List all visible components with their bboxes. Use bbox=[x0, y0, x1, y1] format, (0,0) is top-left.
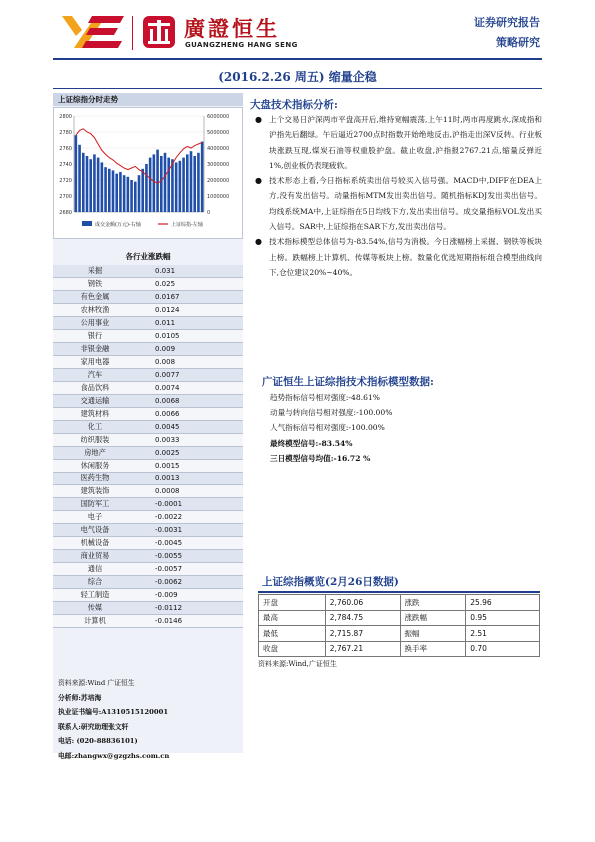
metric-value: 2.51 bbox=[466, 626, 540, 642]
sector-name: 医药生物 bbox=[53, 472, 137, 485]
brand-name-cn: 廣證恒生 bbox=[184, 16, 280, 41]
left-tick-label: 2800 bbox=[59, 114, 72, 120]
table-row bbox=[259, 641, 540, 657]
sector-name: 通信 bbox=[53, 563, 137, 576]
sentiment-signal: 人气指标信号相对强度:-100.00% bbox=[270, 423, 385, 433]
sector-change: 0.0013 bbox=[137, 472, 243, 485]
metric-label: 最高 bbox=[259, 610, 326, 626]
model-signal-list bbox=[270, 390, 540, 466]
sector-name: 公用事业 bbox=[53, 317, 137, 330]
left-tick-label: 2760 bbox=[59, 146, 72, 152]
legend-index-label: 上证综指-左轴 bbox=[171, 222, 203, 228]
sector-change: 0.0066 bbox=[137, 407, 243, 420]
sector-change: -0.0001 bbox=[137, 498, 243, 511]
sector-change: -0.009 bbox=[137, 588, 243, 601]
table-row bbox=[53, 343, 243, 356]
sector-change: -0.0057 bbox=[137, 563, 243, 576]
table-row bbox=[53, 304, 243, 317]
right-tick-label: 2000000 bbox=[207, 178, 230, 184]
table-row bbox=[53, 278, 243, 291]
left-source-note: 资料来源:Wind 广证恒生 bbox=[58, 679, 135, 687]
table-row bbox=[259, 610, 540, 626]
volume-bar bbox=[75, 135, 78, 212]
ye-logo-icon bbox=[62, 14, 124, 50]
sector-change: 0.011 bbox=[137, 317, 243, 330]
momentum-signal: 动量与转向信号相对强度:-100.00% bbox=[270, 408, 393, 418]
table-row bbox=[53, 511, 243, 524]
sector-name: 非银金融 bbox=[53, 343, 137, 356]
sector-name: 机械设备 bbox=[53, 537, 137, 550]
sector-name: 钢铁 bbox=[53, 278, 137, 291]
trend-signal: 趋势指标信号相对强度:-48.61% bbox=[270, 393, 381, 402]
table-row bbox=[53, 601, 243, 614]
sector-change: 0.0045 bbox=[137, 420, 243, 433]
header-divider bbox=[53, 58, 542, 60]
sector-name: 传媒 bbox=[53, 601, 137, 614]
table-row bbox=[53, 330, 243, 343]
volume-bar bbox=[138, 175, 141, 212]
volume-bar bbox=[112, 170, 115, 212]
volume-bar bbox=[182, 158, 185, 212]
metric-value: 2,784.75 bbox=[325, 610, 400, 626]
volume-bar bbox=[171, 159, 174, 212]
analysis-section-title: 大盘技术指标分析: bbox=[250, 99, 338, 111]
sector-change: 0.008 bbox=[137, 356, 243, 369]
left-tick-label: 2740 bbox=[59, 162, 72, 168]
sector-name: 轻工制造 bbox=[53, 588, 137, 601]
sector-change: -0.0031 bbox=[137, 524, 243, 537]
sector-name: 电子 bbox=[53, 511, 137, 524]
sector-name: 纺织服装 bbox=[53, 433, 137, 446]
sector-change: 0.0068 bbox=[137, 394, 243, 407]
analysis-bullet bbox=[255, 234, 542, 280]
table-row bbox=[53, 356, 243, 369]
left-tick-label: 2680 bbox=[59, 210, 72, 216]
analyst-name: 分析师:苏培海 bbox=[58, 693, 102, 702]
page-title: (2016.2.26 周五) 缩量企稳 bbox=[218, 70, 377, 84]
sector-change: -0.0055 bbox=[137, 550, 243, 563]
volume-bar bbox=[175, 162, 178, 212]
volume-bar bbox=[104, 167, 107, 212]
sector-change: -0.0146 bbox=[137, 614, 243, 627]
report-type-label: 证券研究报告 bbox=[474, 16, 540, 29]
bullet-text: 上个交易日沪深两市平盘高开后,维持宽幅震荡,上午11时,两市再度跳水,深成指和沪指先后翻绿。午后逼近2700点时指数开始绝地反击,沪指走出深V反转。行业板块涨跌互现,煤炭石油等权重股护盘。截止收盘,沪指报2767.21点,缩量反弹近1%,创业板仍表现疲软。 bbox=[269, 115, 542, 170]
sector-change: 0.0074 bbox=[137, 381, 243, 394]
sector-change: 0.0015 bbox=[137, 459, 243, 472]
sector-name: 家用电器 bbox=[53, 356, 137, 369]
final-signal: 最终模型信号:-83.54% bbox=[270, 438, 353, 448]
volume-bar bbox=[141, 169, 144, 212]
brand-name-en: GUANGZHENG HANG SENG bbox=[185, 41, 298, 49]
table-row bbox=[53, 472, 243, 485]
volume-bar bbox=[153, 154, 156, 212]
table-row bbox=[53, 563, 243, 576]
chart-panel-title: 上证综指分时走势 bbox=[53, 93, 243, 106]
table-row bbox=[53, 550, 243, 563]
volume-bar bbox=[108, 169, 111, 212]
left-tick-label: 2700 bbox=[59, 194, 72, 200]
metric-value: 25.96 bbox=[466, 595, 540, 611]
sector-change: 0.0077 bbox=[137, 369, 243, 382]
bullet-icon: ● bbox=[255, 176, 262, 186]
overview-divider bbox=[258, 591, 540, 593]
sector-name: 休闲服务 bbox=[53, 459, 137, 472]
table-row bbox=[53, 485, 243, 498]
bullet-icon: ● bbox=[255, 115, 262, 124]
metric-value: 2,760.06 bbox=[325, 595, 400, 611]
volume-bar bbox=[78, 145, 81, 212]
legend-volume-label: 成交金额(万元)-右轴 bbox=[95, 222, 141, 228]
sector-change: -0.0022 bbox=[137, 511, 243, 524]
metric-value: 0.95 bbox=[466, 610, 540, 626]
volume-bar bbox=[201, 142, 204, 212]
sector-table-title: 各行业涨跌幅 bbox=[125, 252, 171, 261]
sector-change: 0.0033 bbox=[137, 433, 243, 446]
sector-name: 交通运输 bbox=[53, 394, 137, 407]
volume-bar bbox=[156, 150, 159, 212]
sector-name: 建筑材料 bbox=[53, 407, 137, 420]
table-row bbox=[53, 498, 243, 511]
volume-bar bbox=[179, 161, 182, 212]
volume-bar bbox=[160, 156, 163, 212]
sector-name: 采掘 bbox=[53, 265, 137, 278]
volume-bar bbox=[130, 180, 133, 212]
table-row bbox=[53, 291, 243, 304]
license-number: 执业证书编号:A1310515120001 bbox=[58, 708, 169, 716]
sector-name: 有色金属 bbox=[53, 291, 137, 304]
volume-bar bbox=[149, 158, 152, 212]
bullet-icon: ● bbox=[255, 237, 262, 247]
sector-change: -0.0045 bbox=[137, 537, 243, 550]
table-row bbox=[53, 614, 243, 627]
legend-volume-swatch bbox=[82, 221, 92, 226]
report-category-label: 策略研究 bbox=[496, 36, 540, 49]
volume-bar bbox=[186, 154, 189, 212]
right-tick-label: 4000000 bbox=[207, 146, 230, 152]
table-row bbox=[53, 524, 243, 537]
right-tick-label: 0 bbox=[207, 210, 211, 216]
three-day-signal: 三日模型信号均值:-16.72 % bbox=[270, 453, 371, 463]
volume-bar bbox=[119, 172, 122, 212]
table-row bbox=[53, 576, 243, 589]
table-row bbox=[53, 588, 243, 601]
right-tick-label: 5000000 bbox=[207, 130, 230, 136]
sector-name: 商业贸易 bbox=[53, 550, 137, 563]
volume-bar bbox=[197, 153, 200, 212]
table-row bbox=[53, 420, 243, 433]
metric-label: 最低 bbox=[259, 626, 326, 642]
right-tick-label: 1000000 bbox=[207, 194, 230, 200]
volume-bar bbox=[93, 154, 96, 212]
table-row bbox=[53, 407, 243, 420]
sector-change: 0.0124 bbox=[137, 304, 243, 317]
table-row bbox=[259, 626, 540, 642]
sector-name: 食品饮料 bbox=[53, 381, 137, 394]
sector-change: 0.025 bbox=[137, 278, 243, 291]
contact-email: 电邮:zhangwx@gzgzhs.com.cn bbox=[58, 751, 170, 760]
sector-name: 综合 bbox=[53, 576, 137, 589]
volume-bar bbox=[145, 164, 148, 212]
volume-bar bbox=[127, 177, 130, 212]
contact-person: 联系人:研究助理张文轩 bbox=[58, 722, 129, 731]
seal-logo-icon bbox=[142, 15, 176, 49]
overview-source-note: 资料来源:Wind,广证恒生 bbox=[258, 660, 337, 668]
logo-divider bbox=[132, 16, 133, 50]
metric-label: 涨跌 bbox=[400, 595, 466, 611]
volume-bar bbox=[86, 156, 89, 212]
metric-value: 2,767.21 bbox=[325, 641, 400, 657]
volume-bar bbox=[190, 151, 193, 212]
sector-change: -0.0112 bbox=[137, 601, 243, 614]
sector-change: 0.031 bbox=[137, 265, 243, 278]
table-row bbox=[53, 394, 243, 407]
table-row bbox=[53, 459, 243, 472]
metric-label: 涨跌幅 bbox=[400, 610, 466, 626]
left-tick-label: 2720 bbox=[59, 178, 72, 184]
table-row bbox=[53, 381, 243, 394]
table-row bbox=[53, 446, 243, 459]
volume-bar bbox=[115, 174, 118, 212]
analysis-bullet bbox=[255, 112, 542, 173]
left-tick-label: 2780 bbox=[59, 130, 72, 136]
metric-label: 换手率 bbox=[400, 641, 466, 657]
table-row bbox=[53, 265, 243, 278]
sector-change: 0.0008 bbox=[137, 485, 243, 498]
volume-bar bbox=[101, 162, 104, 212]
sector-change: 0.0025 bbox=[137, 446, 243, 459]
left-sidebar bbox=[53, 93, 243, 760]
sector-name: 银行 bbox=[53, 330, 137, 343]
metric-label: 收盘 bbox=[259, 641, 326, 657]
sector-name: 建筑装饰 bbox=[53, 485, 137, 498]
sector-change: 0.0167 bbox=[137, 291, 243, 304]
volume-bar bbox=[193, 156, 196, 212]
volume-bar bbox=[89, 159, 92, 212]
sector-performance-table bbox=[53, 265, 243, 628]
sector-name: 国防军工 bbox=[53, 498, 137, 511]
metric-value: 2,715.87 bbox=[325, 626, 400, 642]
sector-name: 计算机 bbox=[53, 614, 137, 627]
volume-bar bbox=[164, 153, 167, 212]
analysis-bullet bbox=[255, 173, 542, 234]
sector-name: 汽车 bbox=[53, 369, 137, 382]
right-tick-label: 6000000 bbox=[207, 114, 230, 120]
contact-phone: 电话: (020-88836101) bbox=[58, 737, 138, 745]
metric-label: 振幅 bbox=[400, 626, 466, 642]
table-row bbox=[53, 433, 243, 446]
index-overview-table bbox=[258, 594, 540, 657]
sector-name: 化工 bbox=[53, 420, 137, 433]
volume-bar bbox=[123, 175, 126, 212]
sector-name: 农林牧渔 bbox=[53, 304, 137, 317]
metric-label: 开盘 bbox=[259, 595, 326, 611]
table-row bbox=[259, 595, 540, 611]
model-section-title: 广证恒生上证综指技术指标模型数据: bbox=[262, 376, 434, 388]
table-row bbox=[53, 317, 243, 330]
sector-name: 电气设备 bbox=[53, 524, 137, 537]
volume-bar bbox=[82, 153, 85, 212]
sector-change: 0.0105 bbox=[137, 330, 243, 343]
analyst-info bbox=[58, 676, 240, 763]
overview-section-title: 上证综指概览(2月26日数据) bbox=[262, 576, 399, 588]
bullet-text: 技术形态上看,今日指标系统卖出信号较买入信号强。MACD中,DIFF在DEA上方,没有发出信号。动量指标MTM发出卖出信号。随机指标KDJ发出卖出信号。均线系统MA中,上证综指在5日均线下方,发出卖出信号。成交量指标VOL发出买入信号。SAR中,上证综指在SAR下方,发出卖出信号。 bbox=[269, 176, 542, 232]
table-row bbox=[53, 537, 243, 550]
intraday-chart-svg bbox=[54, 108, 242, 238]
bullet-text: 技术指标模型总体信号为-83.54%,信号为消极。今日涨幅榜上采掘、钢铁等板块上榜。跌幅榜上计算机、传媒等板块上榜。数量化优选短期指标组合模型曲线向下,仓位建议20%~40%。 bbox=[269, 237, 542, 277]
table-row bbox=[53, 369, 243, 382]
sector-name: 房地产 bbox=[53, 446, 137, 459]
analysis-bullets bbox=[255, 112, 542, 280]
right-tick-label: 3000000 bbox=[207, 162, 230, 168]
sector-change: -0.0062 bbox=[137, 576, 243, 589]
volume-bar bbox=[97, 158, 100, 212]
metric-value: 0.70 bbox=[466, 641, 540, 657]
volume-bar bbox=[167, 158, 170, 212]
title-divider bbox=[53, 88, 542, 89]
sector-change: 0.009 bbox=[137, 343, 243, 356]
intraday-chart bbox=[53, 107, 243, 239]
volume-bar bbox=[134, 182, 137, 212]
